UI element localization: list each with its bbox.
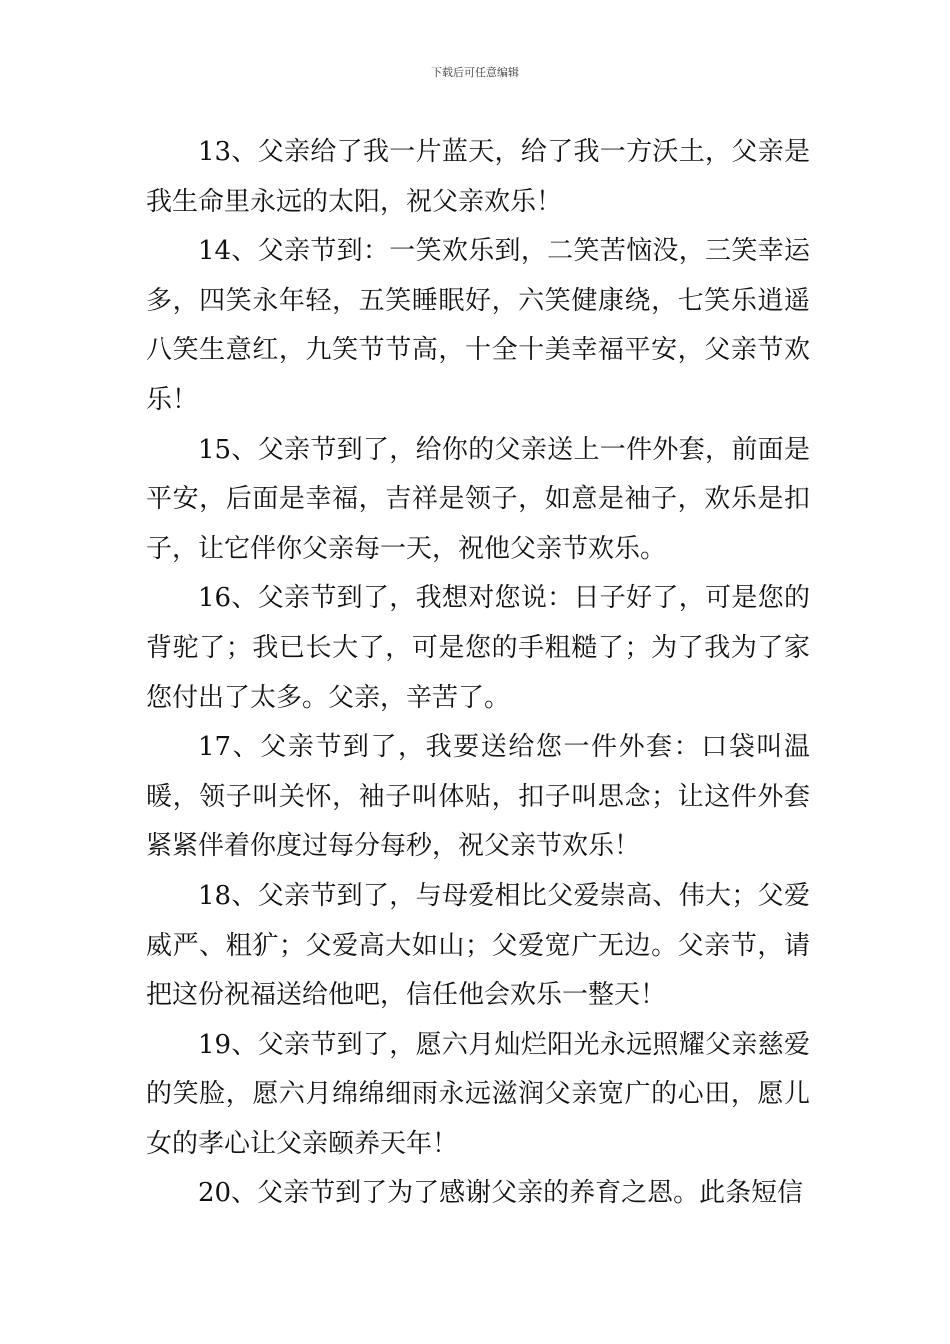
document-body: [146, 128, 810, 1219]
paragraph-16: 16、父亲节到了，我想对您说：日子好了，可是您的背驼了；我已长大了，可是您的手粗糙了；为了我为了家您付出了太多。父亲，辛苦了。: [146, 583, 810, 713]
paragraph-15: 15、父亲节到了，给你的父亲送上一件外套，前面是平安，后面是幸福，吉祥是领子，如意是袖子，欢乐是扣子，让它伴你父亲每一天，祝他父亲节欢乐。: [146, 434, 810, 564]
paragraph-13: 13、父亲给了我一片蓝天，给了我一方沃土，父亲是我生命里永远的太阳，祝父亲欢乐！: [146, 137, 810, 217]
page-header: 下载后可任意编辑: [431, 66, 519, 79]
paragraph-17: 17、父亲节到了，我要送给您一件外套：口袋叫温暖，领子叫关怀，袖子叫体贴，扣子叫思念；让这件外套紧紧伴着你度过每分每秒，祝父亲节欢乐！: [146, 732, 810, 862]
paragraph-18: 18、父亲节到了，与母爱相比父爱崇高、伟大；父爱威严、粗犷；父爱高大如山；父爱宽广无边。父亲节，请把这份祝福送给他吧，信任他会欢乐一整天！: [146, 880, 810, 1011]
paragraph-14: 14、父亲节到：一笑欢乐到，二笑苦恼没，三笑幸运多，四笑永年轻，五笑睡眠好，六笑健康绕，七笑乐逍遥八笑生意红，九笑节节高，十全十美幸福平安，父亲节欢乐！: [146, 236, 810, 415]
paragraph-19: 19、父亲节到了，愿六月灿烂阳光永远照耀父亲慈爱的笑脸，愿六月绵绵细雨永远滋润父亲宽广的心田，愿儿女的孝心让父亲颐养天年！: [146, 1029, 810, 1159]
paragraph-20: 20、父亲节到了为了感谢父亲的养育之恩。此条短信: [198, 1178, 804, 1209]
